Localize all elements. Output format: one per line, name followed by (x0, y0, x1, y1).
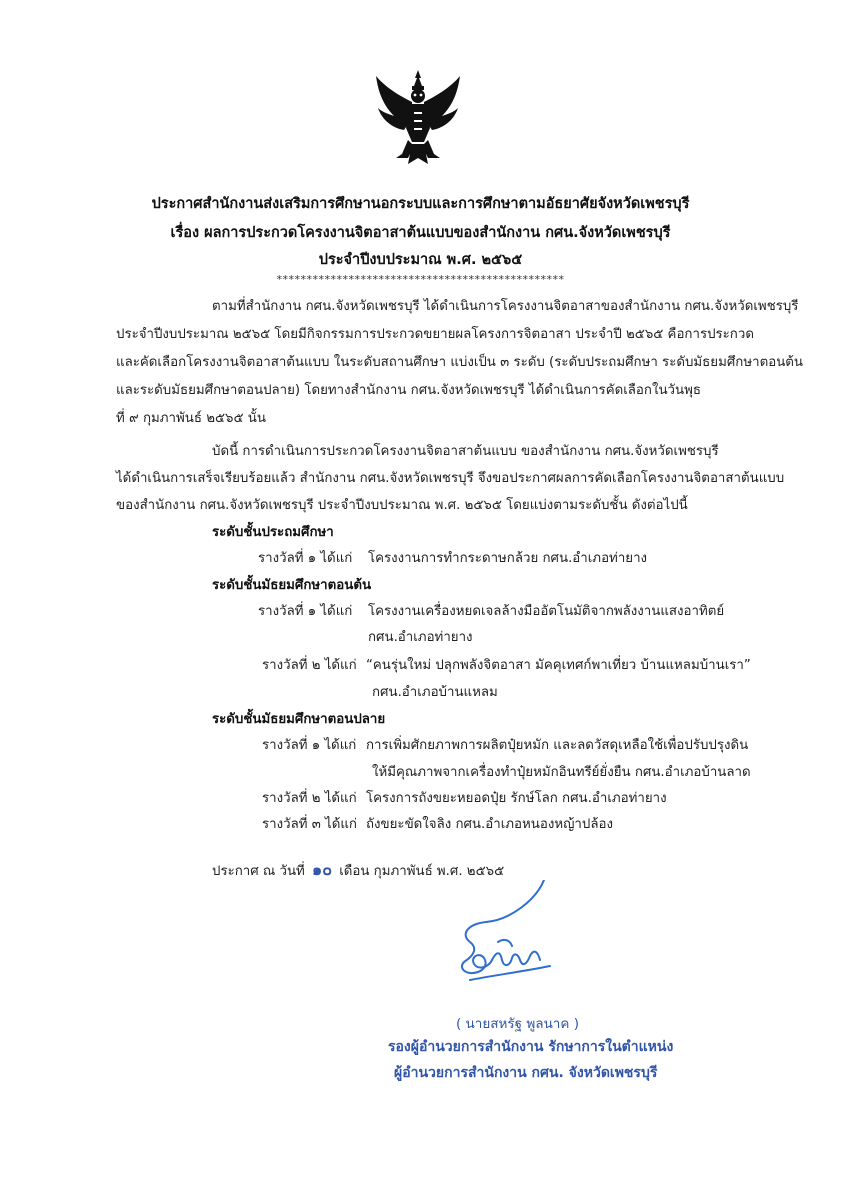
lower-award-2-text-2: กศน.อำเภอบ้านแหลม (372, 685, 498, 700)
upper-award-3-text: ถังขยะขัดใจลิง กศน.อำเภอหนองหญ้าปล้อง (366, 817, 613, 832)
paragraph-1-line-5: ที่ ๙ กุมภาพันธ์ ๒๕๖๕ นั้น (116, 411, 266, 426)
paragraph-1-line-4: และระดับมัธยมศึกษาตอนปลาย) โดยทางสำนักงาน กศน.จังหวัดเพชรบุรี ได้ดำเนินการคัดเลือกในวันพุธ (116, 383, 701, 398)
signer-position-2: ผู้อำนวยการสำนักงาน กศน. จังหวัดเพชรบุรี (394, 1065, 658, 1081)
paragraph-1-line-2: ประจำปีงบประมาณ ๒๕๖๕ โดยมีกิจกรรมการประกวดขยายผลโครงการจิตอาสา ประจำปี ๒๕๖๕ คือการประกวด (116, 327, 754, 342)
upper-award-1-text-2: ให้มีคุณภาพจากเครื่องทำปุ๋ยหมักอินทรีย์ยั่งยืน กศน.อำเภอบ้านลาด (372, 765, 751, 780)
primary-award-1-label: รางวัลที่ ๑ ได้แก่ (258, 551, 353, 566)
fiscal-year-line: ประจำปีงบประมาณ พ.ศ. ๒๕๖๕ (318, 252, 523, 268)
lower-award-2-label: รางวัลที่ ๒ ได้แก่ (262, 658, 357, 673)
handwritten-signature (440, 880, 570, 995)
level-lower-secondary-title: ระดับชั้นมัธยมศึกษาตอนต้น (212, 578, 372, 593)
date-day: ๑๐ (312, 860, 332, 879)
paragraph-1-line-3: และคัดเลือกโครงงานจิตอาสาต้นแบบ ในระดับสถานศึกษา แบ่งเป็น ๓ ระดับ (ระดับประถมศึกษา ระดับมัธยมศึกษาตอนต้น (116, 355, 804, 370)
upper-award-1-text: การเพิ่มศักยภาพการผลิตปุ๋ยหมัก และลดวัสดุเหลือใช้เพื่อปรับปรุงดิน (366, 738, 749, 753)
date-prefix: ประกาศ ณ วันที่ (212, 864, 305, 879)
paragraph-2-line-3: ของสำนักงาน กศน.จังหวัดเพชรบุรี ประจำปีงบประมาณ พ.ศ. ๒๕๖๕ โดยแบ่งตามระดับชั้น ดังต่อไปนี้ (116, 498, 688, 513)
paragraph-1-line-1: ตามที่สำนักงาน กศน.จังหวัดเพชรบุรี ได้ดำเนินการโครงงานจิตอาสาของสำนักงาน กศน.จังหวัดเพชรบุรี (212, 299, 799, 314)
garuda-emblem-icon (372, 68, 464, 168)
upper-award-1-label: รางวัลที่ ๑ ได้แก่ (262, 738, 357, 753)
lower-award-1-text: โครงงานเครื่องหยดเจลล้างมืออัตโนมัติจากพลังงานแสงอาทิตย์ (368, 604, 725, 619)
separator-stars: ************************************************ (276, 273, 565, 286)
primary-award-1-text: โครงงานการทำกระดาษกล้วย กศน.อำเภอท่ายาง (368, 551, 648, 566)
date-suffix: เดือน กุมภาพันธ์ พ.ศ. ๒๕๖๕ (339, 864, 505, 879)
level-primary-title: ระดับชั้นประถมศึกษา (212, 525, 334, 540)
level-upper-secondary-title: ระดับชั้นมัธยมศึกษาตอนปลาย (212, 712, 386, 727)
upper-award-3-label: รางวัลที่ ๓ ได้แก่ (262, 817, 357, 832)
lower-award-1-label: รางวัลที่ ๑ ได้แก่ (258, 604, 353, 619)
announcement-title: ประกาศสำนักงานส่งเสริมการศึกษานอกระบบและการศึกษาตามอัธยาศัยจังหวัดเพชรบุรี (151, 196, 690, 212)
upper-award-2-label: รางวัลที่ ๒ ได้แก่ (262, 791, 357, 806)
subject-line: เรื่อง ผลการประกวดโครงงานจิตอาสาต้นแบบของสำนักงาน กศน.จังหวัดเพชรบุรี (170, 225, 671, 241)
lower-award-2-text: “คนรุ่นใหม่ ปลุกพลังจิตอาสา มัคคุเทศก์พาเที่ยว บ้านแหลมบ้านเรา” (366, 658, 751, 673)
signer-position-1: รองผู้อำนวยการสำนักงาน รักษาการในตำแหน่ง (388, 1039, 674, 1055)
paragraph-2-line-2: ได้ดำเนินการเสร็จเรียบร้อยแล้ว สำนักงาน กศน.จังหวัดเพชรบุรี จึงขอประกาศผลการคัดเลือกโครงงานจิตอาสาต้นแบบ (116, 471, 785, 486)
signer-name: ( นายสหรัฐ พูลนาค ) (456, 1016, 579, 1032)
lower-award-1-text-2: กศน.อำเภอท่ายาง (368, 630, 473, 645)
upper-award-2-text: โครงการถังขยะหยอดปุ๋ย รักษ์โลก กศน.อำเภอท่ายาง (366, 791, 667, 806)
paragraph-2-line-1: บัดนี้ การดำเนินการประกวดโครงงานจิตอาสาต้นแบบ ของสำนักงาน กศน.จังหวัดเพชรบุรี (212, 444, 719, 459)
